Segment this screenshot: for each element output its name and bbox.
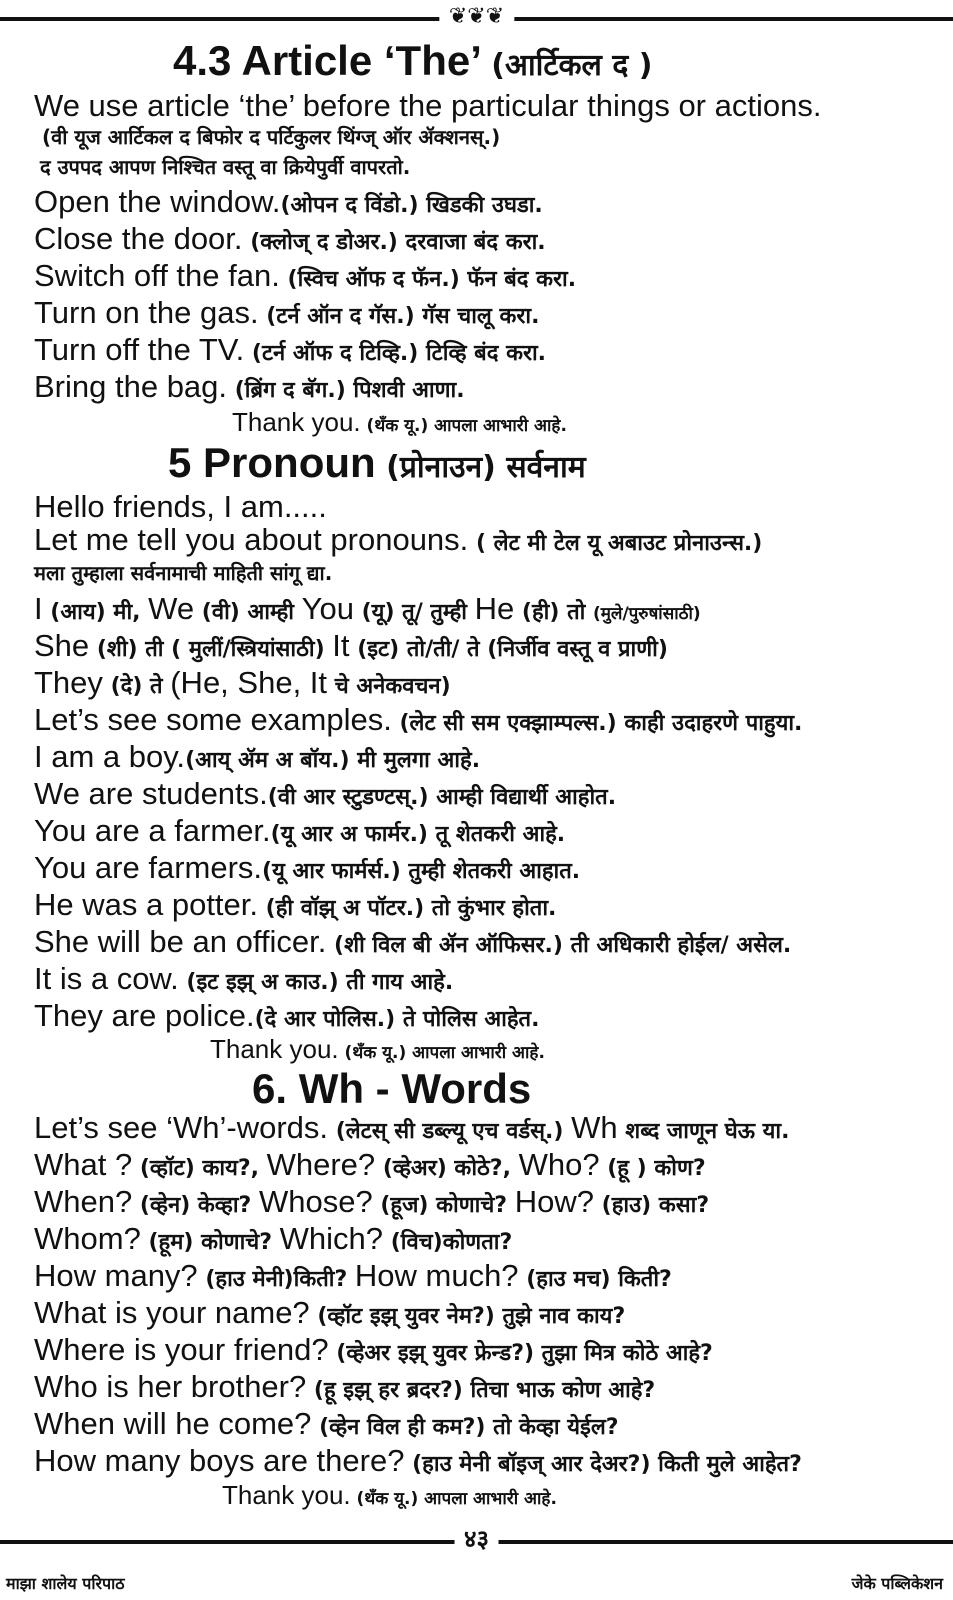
page-number <box>454 1525 499 1553</box>
article-intro-pronunciation: (वी यूज आर्टिकल द बिफोर द पर्टिकुलर थिंग्ज् ऑर ॲक्शनस्.) <box>42 125 501 149</box>
pronoun-example: They are police.(दे आर पोलिस.) ते पोलिस आहेत. <box>34 998 540 1033</box>
footer-publisher: जेके पब्लिकेशन <box>851 1574 943 1593</box>
pronoun-example: We are students.(वी आर स्टुडण्टस्.) आम्ही विद्यार्थी आहोत. <box>34 776 617 811</box>
article-heading-mr: (आर्टिकल द ) <box>491 48 653 83</box>
article-intro-mr: द उपपद आपण निश्चित वस्तू वा क्रियेपुर्वी वापरतो. <box>40 155 411 179</box>
pronoun-line1: Hello friends, I am..... <box>34 489 327 524</box>
pronoun-list-row: She (शी) ती ( मुलीं/स्त्रियांसाठी) It (इट) तो/ती/ ते (निर्जीव वस्तू व प्राणी) <box>34 628 668 663</box>
article-intro-en: We use article ‘the’ before the particular things or actions. <box>34 88 822 123</box>
pronoun-example: You are farmers.(यू आर फार्मर्स.) तुम्ही शेतकरी आहात. <box>34 850 581 885</box>
wh-word-row: How many? (हाउ मेनी)किती? How much? (हाउ मच) किती? <box>34 1258 672 1293</box>
article-example: Bring the bag. (ब्रिंग द बॅग.) पिशवी आणा. <box>34 369 465 404</box>
wh-word-row: Whom? (हूम) कोणाचे? Which? (विच)कोणता? <box>34 1221 513 1256</box>
article-example: Open the window.(ओपन द विंडो.) खिडकी उघडा. <box>34 184 543 219</box>
article-example: Turn on the gas. (टर्न ऑन द गॅस.) गॅस चालू करा. <box>34 295 540 330</box>
wh-word-row: What ? (व्हॉट) काय?, Where? (व्हेअर) कोठे?, Who? (हू ) कोण? <box>34 1147 706 1182</box>
wh-heading: 6. Wh - Words <box>252 1065 532 1112</box>
wh-example: How many boys are there? (हाउ मेनी बॉइज् आर देअर?) किती मुले आहेत? <box>34 1443 802 1478</box>
pronoun-thanks: Thank you. (थँक यू.) आपला आभारी आहे. <box>210 1034 545 1064</box>
wh-example: Where is your friend? (व्हेअर इझ् युवर फ्रेन्ड?) तुझा मित्र कोठे आहे? <box>34 1332 713 1367</box>
wh-example: What is your name? (व्हॉट इझ् युवर नेम?) तुझे नाव काय? <box>34 1295 626 1330</box>
pronoun-heading <box>168 440 586 491</box>
wh-intro: Let’s see ‘Wh’-words. (लेटस् सी डब्ल्यू एच वर्डस्.) Wh शब्द जाणून घेऊ या. <box>34 1110 790 1145</box>
article-example: Turn off the TV. (टर्न ऑफ द टिव्हि.) टिव्हि बंद करा. <box>34 332 547 367</box>
wh-example: When will he come? (व्हेन विल ही कम?) तो केव्हा येईल? <box>34 1406 619 1441</box>
wh-thanks: Thank you. (थँक यू.) आपला आभारी आहे. <box>222 1480 557 1510</box>
pronoun-example: She will be an officer. (शी विल बी ॲन ऑफिसर.) ती अधिकारी होईल/ असेल. <box>34 924 792 959</box>
page-number-value: ४३ <box>464 1525 489 1553</box>
pronoun-example: I am a boy.(आय् ॲम अ बॉय.) मी मुलगा आहे. <box>34 739 481 774</box>
pronoun-example: It is a cow. (इट इझ् अ काउ.) ती गाय आहे. <box>34 961 454 996</box>
header-ornament: ❦❦❦ <box>439 6 514 28</box>
article-heading-en: 4.3 Article ‘The’ <box>173 37 480 84</box>
article-example: Close the door. (क्लोज् द डोअर.) दरवाजा बंद करा. <box>34 221 546 256</box>
pronoun-heading-en: 5 Pronoun <box>168 439 376 486</box>
wh-example: Who is her brother? (हू इझ् हर ब्रदर?) तिचा भाऊ कोण आहे? <box>34 1369 656 1404</box>
pronoun-heading-mr: (प्रोनाउन) सर्वनाम <box>375 450 586 485</box>
wh-word-row: When? (व्हेन) केव्हा? Whose? (हूज) कोणाचे? How? (हाउ) कसा? <box>34 1184 710 1219</box>
pronoun-example: He was a potter. (ही वॉझ् अ पॉटर.) तो कुंभार होता. <box>34 887 557 922</box>
footer-book-title: माझा शालेय परिपाठ <box>6 1574 125 1593</box>
pronoun-examples-intro: Let’s see some examples. (लेट सी सम एक्झाम्पल्स.) काही उदाहरणे पाहुया. <box>34 702 803 737</box>
pronoun-example: You are a farmer.(यू आर अ फार्मर.) तू शेतकरी आहे. <box>34 813 566 848</box>
pronoun-line3-mr: मला तुम्हाला सर्वनामाची माहिती सांगू द्या. <box>34 561 333 585</box>
pronoun-list-row: I (आय) मी, We (वी) आम्ही You (यू) तू/ तुम्ही He (ही) तो (मुले/पुरुषांसाठी) <box>34 591 701 626</box>
article-heading <box>173 38 652 89</box>
pronoun-line2: Let me tell you about pronouns. ( लेट मी टेल यू अबाउट प्रोनाउन्स.) <box>34 522 763 557</box>
article-example: Switch off the fan. (स्विच ऑफ द फॅन.) फॅन बंद करा. <box>34 258 577 293</box>
pronoun-list-row: They (दे) ते (He, She, It चे अनेकवचन) <box>34 665 451 700</box>
article-thanks: Thank you. (थँक यू.) आपला आभारी आहे. <box>232 407 567 437</box>
